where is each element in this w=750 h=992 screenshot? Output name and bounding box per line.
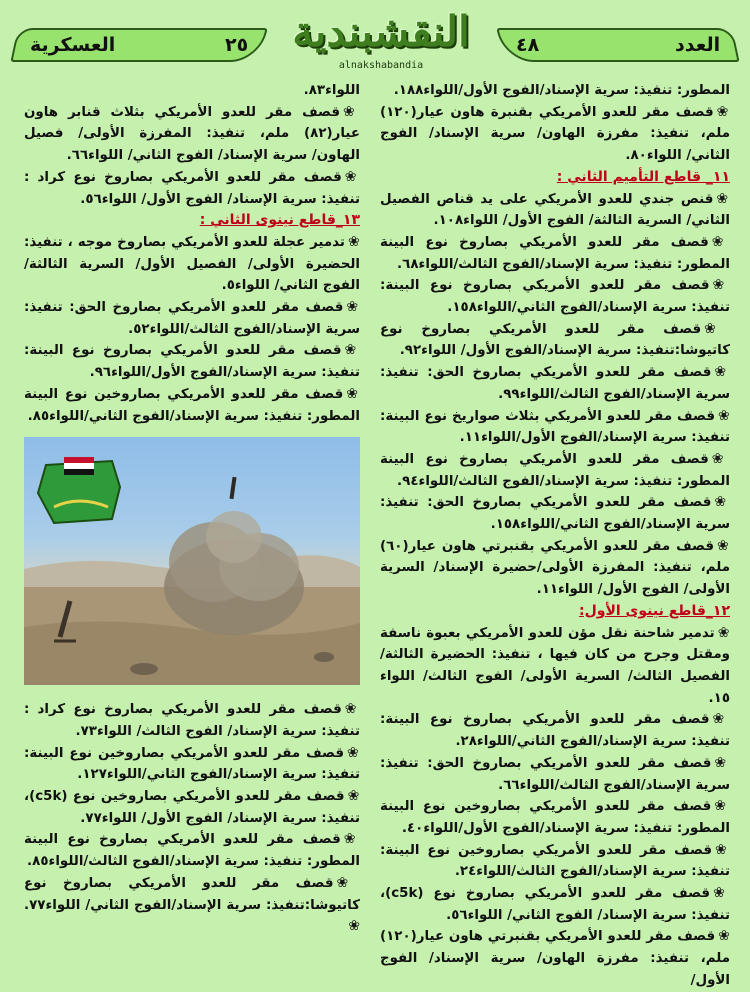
flower-bullet-icon: ❀ (343, 831, 360, 848)
list-item: ❀قصف مقر للعدو الأمريكي بصاروخ نوع كراد : تنفيذ: سرية الإسناد/ الفوج الأول/ اللواء٥٦. (24, 168, 360, 207)
page-number: ٢٥ (224, 34, 248, 56)
flower-bullet-icon: ❀ (714, 494, 731, 511)
list-item: ❀قصف مقر للعدو الأمريكي بصاروخ نوع البينة المطور: تنفيذ: سرية الإسناد/الفوج الثالث/اللواء٦٨. (380, 233, 730, 272)
right-column (380, 80, 731, 988)
section-heading: ١٢_قاطع نينوى الأول: (579, 602, 730, 619)
list-item: ❀قصف مقر للعدو الأمريكي بثلاث قنابر هاون عيار(٨٢) ملم، تنفيذ: المفرزة الأولى/ فصيل الهاون/ سرية الإسناد/ الفوج الثاني/ اللواء٦٦. (24, 103, 360, 164)
issue-label: العدد (674, 34, 720, 56)
list-item: ❀قصف مقر للعدو الأمريكي بصاروخ الحق: تنفيذ: سرية الإسناد/الفوج الثاني/اللواء١٥٨. (380, 494, 731, 533)
list-item: ❀قصف مقر للعدو الأمريكي بصاروخ نوع (c5k)، تنفيذ: سرية الإسناد/ الفوج الثاني/ اللواء٥٦. (380, 885, 731, 923)
list-item: ❀قصف مقر للعدو الأمريكي بصاروخين نوع البينة: تنفيذ: سرية الإسناد/الفوج الثاني/اللواء١٢٧. (24, 744, 360, 783)
smoke-cloud (206, 511, 262, 563)
page-header (0, 0, 750, 80)
explosion-photo (24, 437, 360, 685)
list-item: ❀قصف مقر للعدو الأمريكي بصاروخ الحق: تنفيذ: سرية الإسناد/الفوج الثالث/اللواء٩٩. (380, 364, 731, 402)
paragraph: المطور: تنفيذ: سرية الإسناد/الفوج الأول/اللواء١٨٨. (393, 83, 730, 98)
flower-bullet-icon: ❀ (348, 918, 360, 935)
issue-number: ٤٨ (516, 34, 540, 56)
section-heading: ١١_ قاطع التأميم الثاني : (556, 168, 730, 185)
photo-illustration (24, 437, 360, 685)
list-item: ❀تدمير عجلة للعدو الأمريكي بصاروخ موجه ، تنفيذ: الحضيرة الأولى/ الفصيل الأول/ السرية الثالثة/ الفوج الثاني/ اللواء٥. (24, 233, 360, 294)
section-name: العسكرية (30, 34, 116, 56)
flower-bullet-icon: ❀ (716, 190, 730, 207)
flower-bullet-icon: ❀ (346, 299, 361, 316)
list-item: ❀قصف مقر للعدو الأمريكي بقنبرتي هاون عيار(٦٠) ملم، تنفيذ: المفرزة الأولى/حضيرة الإسناد/ السرية الأولى/ الفوج الأول/ اللواء١١. (380, 537, 730, 598)
list-item: ❀قنص جندي للعدو الأمريكي على يد قناص الفصيل الثاني/ السرية الثالثة/ الفوج الأول/ اللواء١٠٨. (380, 190, 730, 229)
flower-bullet-icon: ❀ (344, 701, 360, 718)
flower-bullet-icon: ❀ (343, 103, 360, 120)
flower-bullet-icon: ❀ (716, 103, 730, 120)
flower-bullet-icon: ❀ (347, 788, 360, 805)
issue-tab (496, 28, 739, 62)
list-item: ❀قصف مقر للعدو الأمريكي بصاروخين نوع البينة المطور: تنفيذ: سرية الإسناد/الفوج الثاني/اللواء٨٥. (24, 385, 361, 424)
list-item: ❀قصف مقر للعدو الأمريكي بصاروخ نوع البينة: تنفيذ: سرية الإسناد/الفوج الثاني/اللواء٢٨. (380, 711, 730, 750)
paragraph: اللواء٨٣. (303, 83, 360, 98)
flower-bullet-icon: ❀ (714, 364, 731, 381)
flower-bullet-icon: ❀ (712, 277, 730, 294)
flower-bullet-icon: ❀ (717, 407, 731, 424)
rock (130, 663, 158, 675)
left-column (24, 80, 360, 952)
logo-title: النقشبندية (292, 7, 470, 56)
list-item: ❀قصف مقر للعدو الأمريكي بقنبرة هاون عيار(١٢٠) ملم، تنفيذ: مفرزة الهاون/ سرية الإسناد/ الفوج الثاني/ اللواء٨٠. (380, 103, 730, 164)
list-item: ❀قصف مقر للعدو الأمريكي بصاروخ نوع البينة المطور: تنفيذ: سرية الإسناد/الفوج الثالث/اللواء٩٤. (380, 450, 730, 489)
list-item: ❀قصف مقر للعدو الأمريكي بصاروخ نوع البينة المطور: تنفيذ: سرية الإسناد/الفوج الثالث/اللواء٨٥. (24, 831, 360, 870)
section-tab (10, 28, 267, 62)
list-item: ❀قصف مقر للعدو الأمريكي بثلاث صواريخ نوع البينة: تنفيذ: سرية الإسناد/الفوج الأول/اللواء١١. (380, 407, 731, 446)
rock (314, 652, 334, 662)
list-item: ❀قصف مقر للعدو الأمريكي بصاروخين نوع البينة المطور: تنفيذ: سرية الإسناد/الفوج الأول/اللواء٤٠. (380, 798, 731, 836)
flower-bullet-icon: ❀ (712, 711, 730, 728)
flower-bullet-icon: ❀ (346, 744, 360, 761)
flower-bullet-icon: ❀ (714, 841, 730, 858)
list-item: ❀قصف مقر للعدو الأمريكي بقنبرتي هاون عيار(١٢٠) ملم، تنفيذ: مفرزة الهاون/ سرية الإسناد/ الفوج الأول/ (380, 928, 730, 988)
list-item: ❀تدمير شاحنة نقل مؤن للعدو الأمريكي بعبوة ناسفة ومقتل وجرح من كان فيها ، تنفيذ: الحضيرة الثالثة/ الفصيل الثالث/ السرية الأولى/ الفوج الثالث/ اللواء ١٥. (380, 624, 730, 706)
flower-bullet-icon: ❀ (716, 537, 730, 554)
list-item: ❀قصف مقر للعدو الأمريكي بصاروخ الحق: تنفيذ: سرية الإسناد/الفوج الثالث/اللواء٦٦. (380, 754, 731, 793)
flower-bullet-icon: ❀ (711, 450, 730, 467)
rocket (229, 477, 236, 499)
flower-bullet-icon: ❀ (717, 624, 730, 641)
list-item: ❀قصف مقر للعدو الأمريكي بصاروخ نوع كاتيوشا:تنفيذ: سرية الإسناد/الفوج الأول/ اللواء٩٢. (380, 320, 731, 359)
flower-bullet-icon: ❀ (714, 754, 731, 771)
emblem-logo (38, 457, 120, 523)
list-item: ❀قصف مقر للعدو الأمريكي بصاروخ نوع البينة: تنفيذ: سرية الإسناد/الفوج الأول/اللواء٩٦. (24, 342, 360, 381)
list-item: ❀قصف مقر للعدو الأمريكي بصاروخ نوع البينة: تنفيذ: سرية الإسناد/الفوج الثاني/اللواء١٥٨. (380, 277, 730, 316)
list-item: ❀قصف مقر للعدو الأمريكي بصاروخين نوع (c5k)، تنفيذ: سرية الإسناد/ الفوج الأول/ اللواء٧٧. (24, 788, 360, 826)
flower-bullet-icon: ❀ (344, 342, 360, 359)
list-item: ❀قصف مقر للعدو الأمريكي بصاروخ نوع كراد : تنفيذ: سرية الإسناد/ الفوج الثالث/ اللواء٧٣. (24, 701, 360, 739)
flower-bullet-icon: ❀ (347, 233, 360, 250)
list-item: ❀قصف مقر للعدو الأمريكي بصاروخ الحق: تنفيذ: سرية الإسناد/الفوج الثالث/اللواء٥٢. (24, 299, 361, 337)
flower-bullet-icon: ❀ (713, 885, 731, 902)
flower-bullet-icon: ❀ (344, 168, 360, 185)
flower-bullet-icon: ❀ (704, 320, 731, 337)
logo-url: alnakshabandia (338, 60, 424, 71)
list-item: ❀قصف مقر للعدو الأمريكي بصاروخ نوع كاتيوشا:تنفيذ: سرية الإسناد/الفوج الثاني/ اللواء٧٧. ❀ (24, 874, 361, 935)
magazine-logo (268, 4, 494, 80)
flower-bullet-icon: ❀ (336, 874, 361, 891)
flower-bullet-icon: ❀ (711, 233, 730, 250)
list-item: ❀قصف مقر للعدو الأمريكي بصاروخين نوع البينة: تنفيذ: سرية الإسناد/الفوج الثالث/اللواء٢٤. (380, 841, 730, 880)
section-heading: ١٣_قاطع نينوى الثاني : (199, 212, 360, 229)
flower-bullet-icon: ❀ (718, 928, 730, 945)
flower-bullet-icon: ❀ (714, 798, 731, 815)
flower-bullet-icon: ❀ (346, 385, 361, 402)
